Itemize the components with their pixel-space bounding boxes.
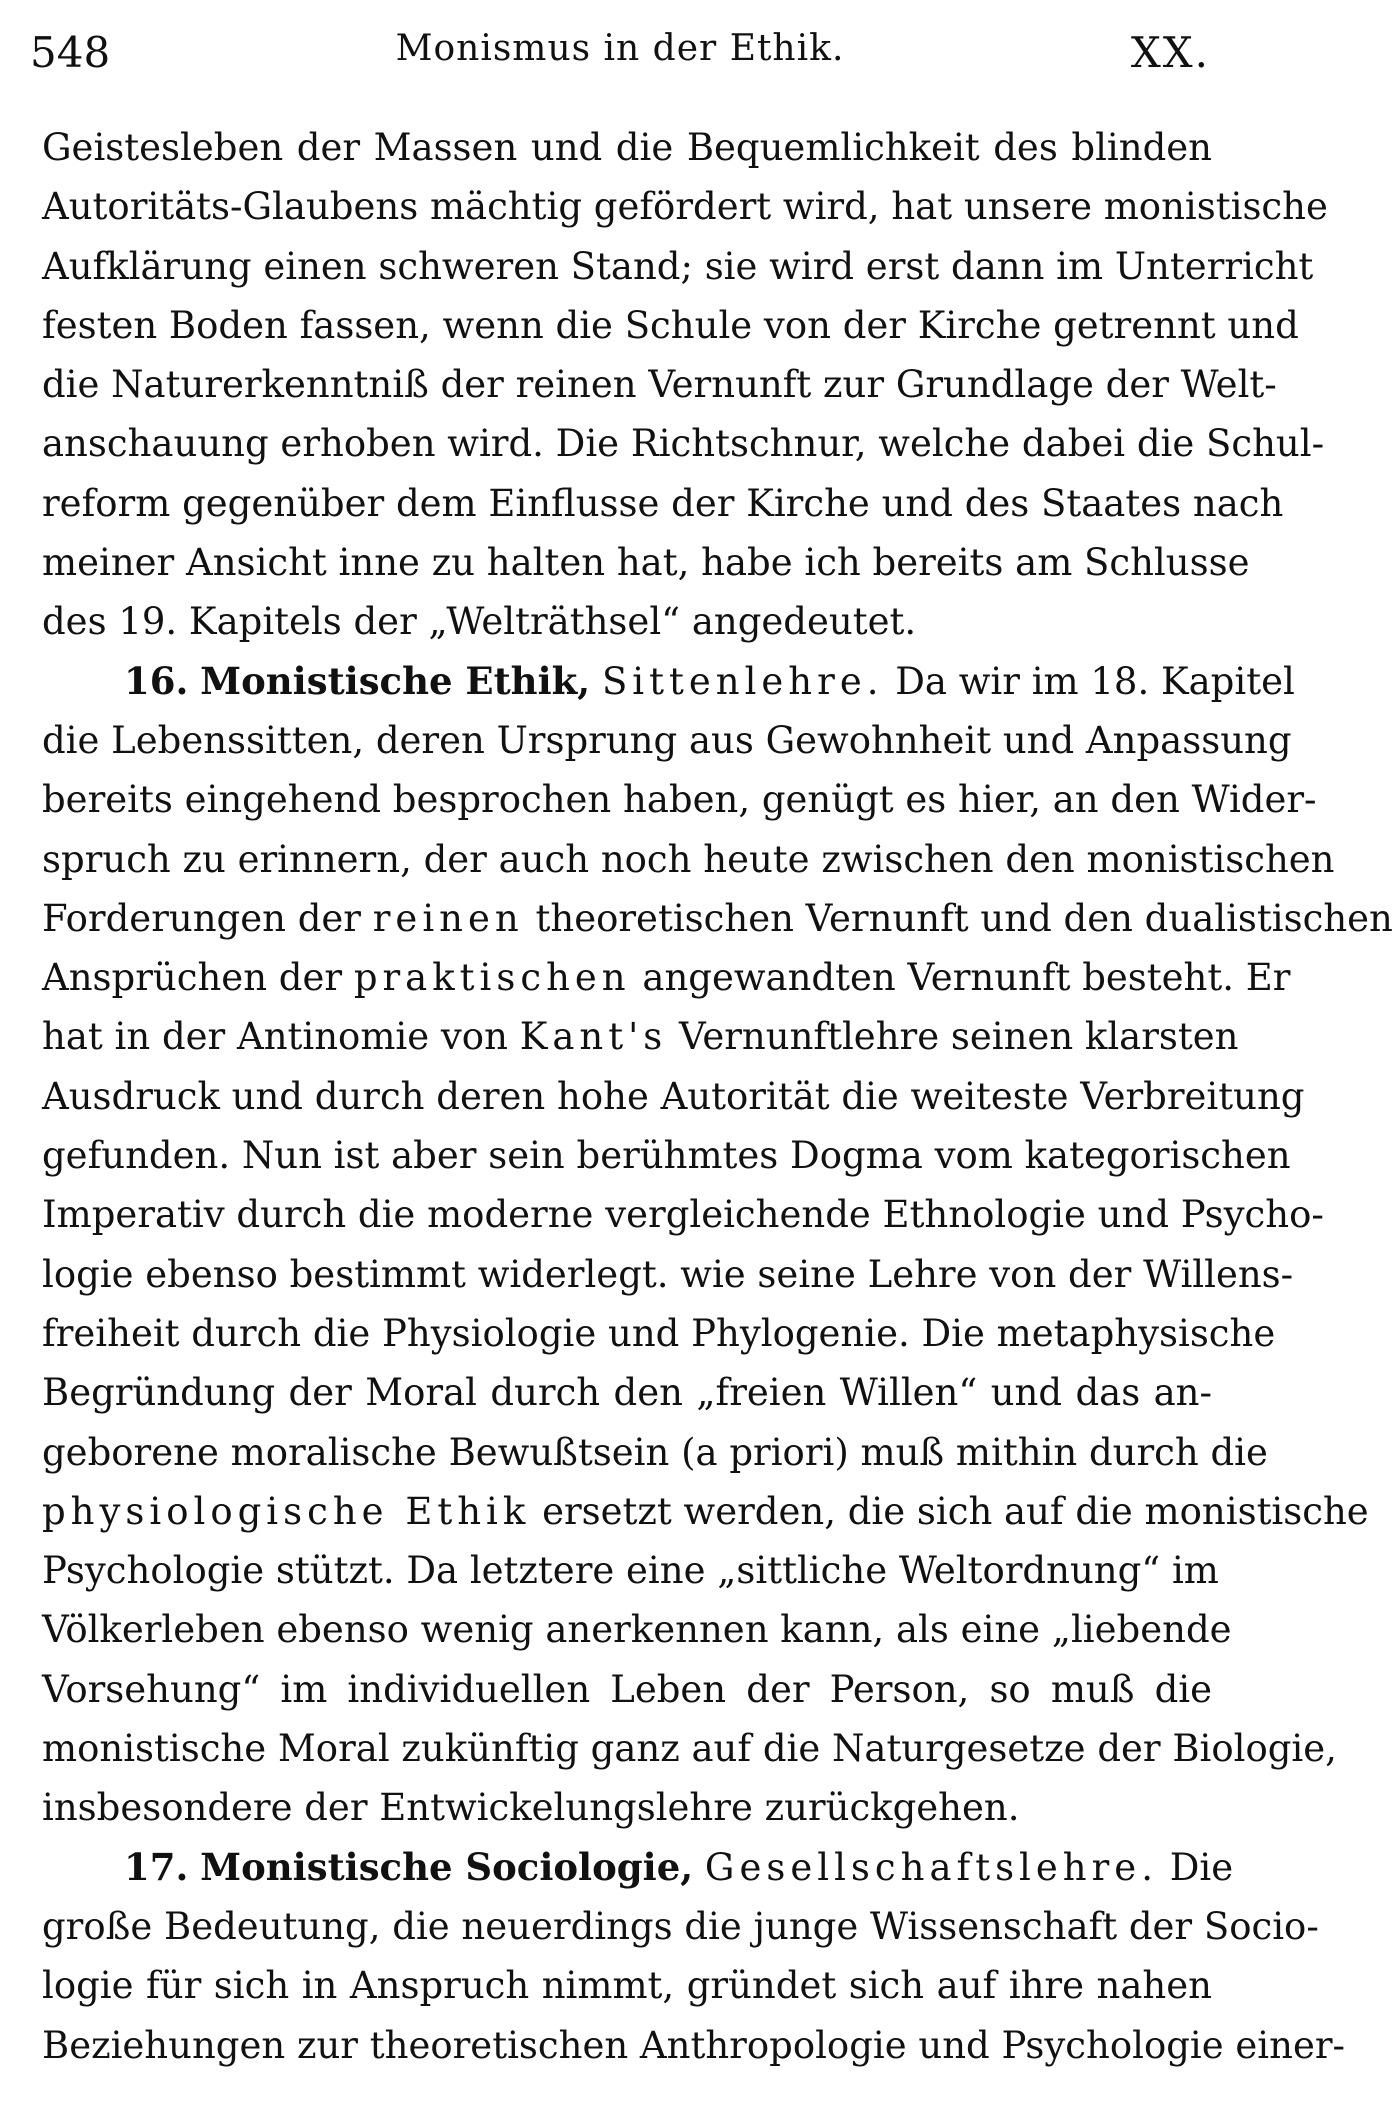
emphasis-praktischen: praktischen	[353, 956, 631, 1000]
text-line: Begründung der Moral durch den „freien Willen“ und das an-	[42, 1371, 1212, 1415]
text-line: festen Boden fassen, wenn die Schule von der Kirche getrennt und	[42, 303, 1299, 347]
section-16-number: 16.	[124, 658, 189, 703]
text-line: gefunden. Nun ist aber sein berühmtes Dogma vom kategorischen	[42, 1134, 1291, 1178]
text-line: freiheit durch die Physiologie und Phylogenie. Die metaphysische	[42, 1311, 1276, 1355]
text-segment: Ansprüchen der	[42, 956, 343, 1000]
section-17-number: 17.	[124, 1844, 189, 1889]
text-line: bereits eingehend besprochen haben, genügt es hier, an den Wider-	[42, 778, 1317, 822]
text-line: logie für sich in Anspruch nimmt, gründet sich auf ihre nahen	[42, 1964, 1212, 2008]
emphasis-physiologische-ethik: physiologische Ethik	[42, 1489, 531, 1533]
text-line: Psychologie stützt. Da letztere eine „sittliche Weltordnung“ im	[42, 1549, 1219, 1593]
text-line: reform gegenüber dem Einflusse der Kirche und des Staates nach	[42, 481, 1284, 525]
text-segment: Vernunftlehre seinen klarsten	[679, 1015, 1239, 1059]
text-line: des 19. Kapitels der „Welträthsel“ angedeutet.	[42, 600, 917, 644]
page-header	[30, 28, 1210, 88]
section-16-heading-line	[42, 652, 1295, 711]
text-line: Völkerleben ebenso wenig anerkennen kann, als eine „liebende	[42, 1608, 1232, 1652]
page-number: 548	[30, 28, 111, 77]
text-line: Aufklärung einen schweren Stand; sie wird erst dann im Unterricht	[42, 244, 1314, 288]
emphasis-reinen: reinen	[372, 896, 524, 940]
section-17-subtitle: Gesellschaftslehre.	[704, 1845, 1158, 1889]
text-line: Autoritäts-Glaubens mächtig gefördert wird, hat unsere monistische	[42, 185, 1328, 229]
text-line	[42, 889, 1393, 948]
text-segment: angewandten Vernunft besteht. Er	[642, 956, 1291, 1000]
text-line	[42, 1482, 1369, 1541]
text-line: meiner Ansicht inne zu halten hat, habe ich bereits am Schlusse	[42, 541, 1250, 585]
text-line: anschauung erhoben wird. Die Richtschnur, welche dabei die Schul-	[42, 422, 1325, 466]
section-17-title: Monistische Sociologie,	[200, 1844, 694, 1889]
text-line: Beziehungen zur theoretischen Anthropologie und Psychologie einer-	[42, 2023, 1346, 2067]
section-16-title: Monistische Ethik,	[200, 658, 591, 703]
text-line: die Naturerkenntniß der reinen Vernunft zur Grundlage der Welt-	[42, 363, 1277, 407]
section-16-subtitle: Sittenlehre.	[601, 659, 884, 703]
text-line: Imperativ durch die moderne vergleichende Ethnologie und Psycho-	[42, 1193, 1324, 1237]
section-17-first-line-rest: Die	[1169, 1845, 1234, 1889]
text-line: große Bedeutung, die neuerdings die junge Wissenschaft der Socio-	[42, 1904, 1319, 1948]
emphasis-kant: Kant's	[519, 1015, 668, 1059]
text-line	[42, 948, 1291, 1007]
body-text	[42, 118, 1393, 2075]
text-line: Geistesleben der Massen und die Bequemlichkeit des blinden	[42, 126, 1212, 169]
text-segment: ersetzt werden, die sich auf die monistische	[542, 1489, 1369, 1533]
section-17-heading-line	[42, 1838, 1234, 1897]
text-line: spruch zu erinnern, der auch noch heute zwischen den monistischen	[42, 837, 1335, 881]
text-line: Vorsehung“ im individuellen Leben der Person, so muß die	[42, 1667, 1212, 1711]
text-line: Ausdruck und durch deren hohe Autorität die weiteste Verbreitung	[42, 1074, 1305, 1118]
chapter-number: XX.	[1130, 28, 1210, 77]
text-line: logie ebenso bestimmt widerlegt. wie seine Lehre von der Willens-	[42, 1252, 1294, 1296]
text-line: monistische Moral zukünftig ganz auf die Naturgesetze der Biologie,	[42, 1727, 1337, 1771]
text-segment: hat in der Antinomie von	[42, 1015, 508, 1059]
text-line	[42, 1007, 1239, 1066]
text-line: insbesondere der Entwickelungslehre zurückgehen.	[42, 1786, 1020, 1830]
text-line: geborene moralische Bewußtsein (a priori) muß mithin durch die	[42, 1430, 1268, 1474]
text-segment: Forderungen der	[42, 896, 361, 940]
running-head: Monismus in der Ethik.	[395, 28, 845, 69]
text-segment: theoretischen Vernunft und den dualistischen	[535, 896, 1393, 940]
text-line: die Lebenssitten, deren Ursprung aus Gewohnheit und Anpassung	[42, 718, 1292, 762]
section-16-first-line-rest: Da wir im 18. Kapitel	[895, 659, 1295, 703]
